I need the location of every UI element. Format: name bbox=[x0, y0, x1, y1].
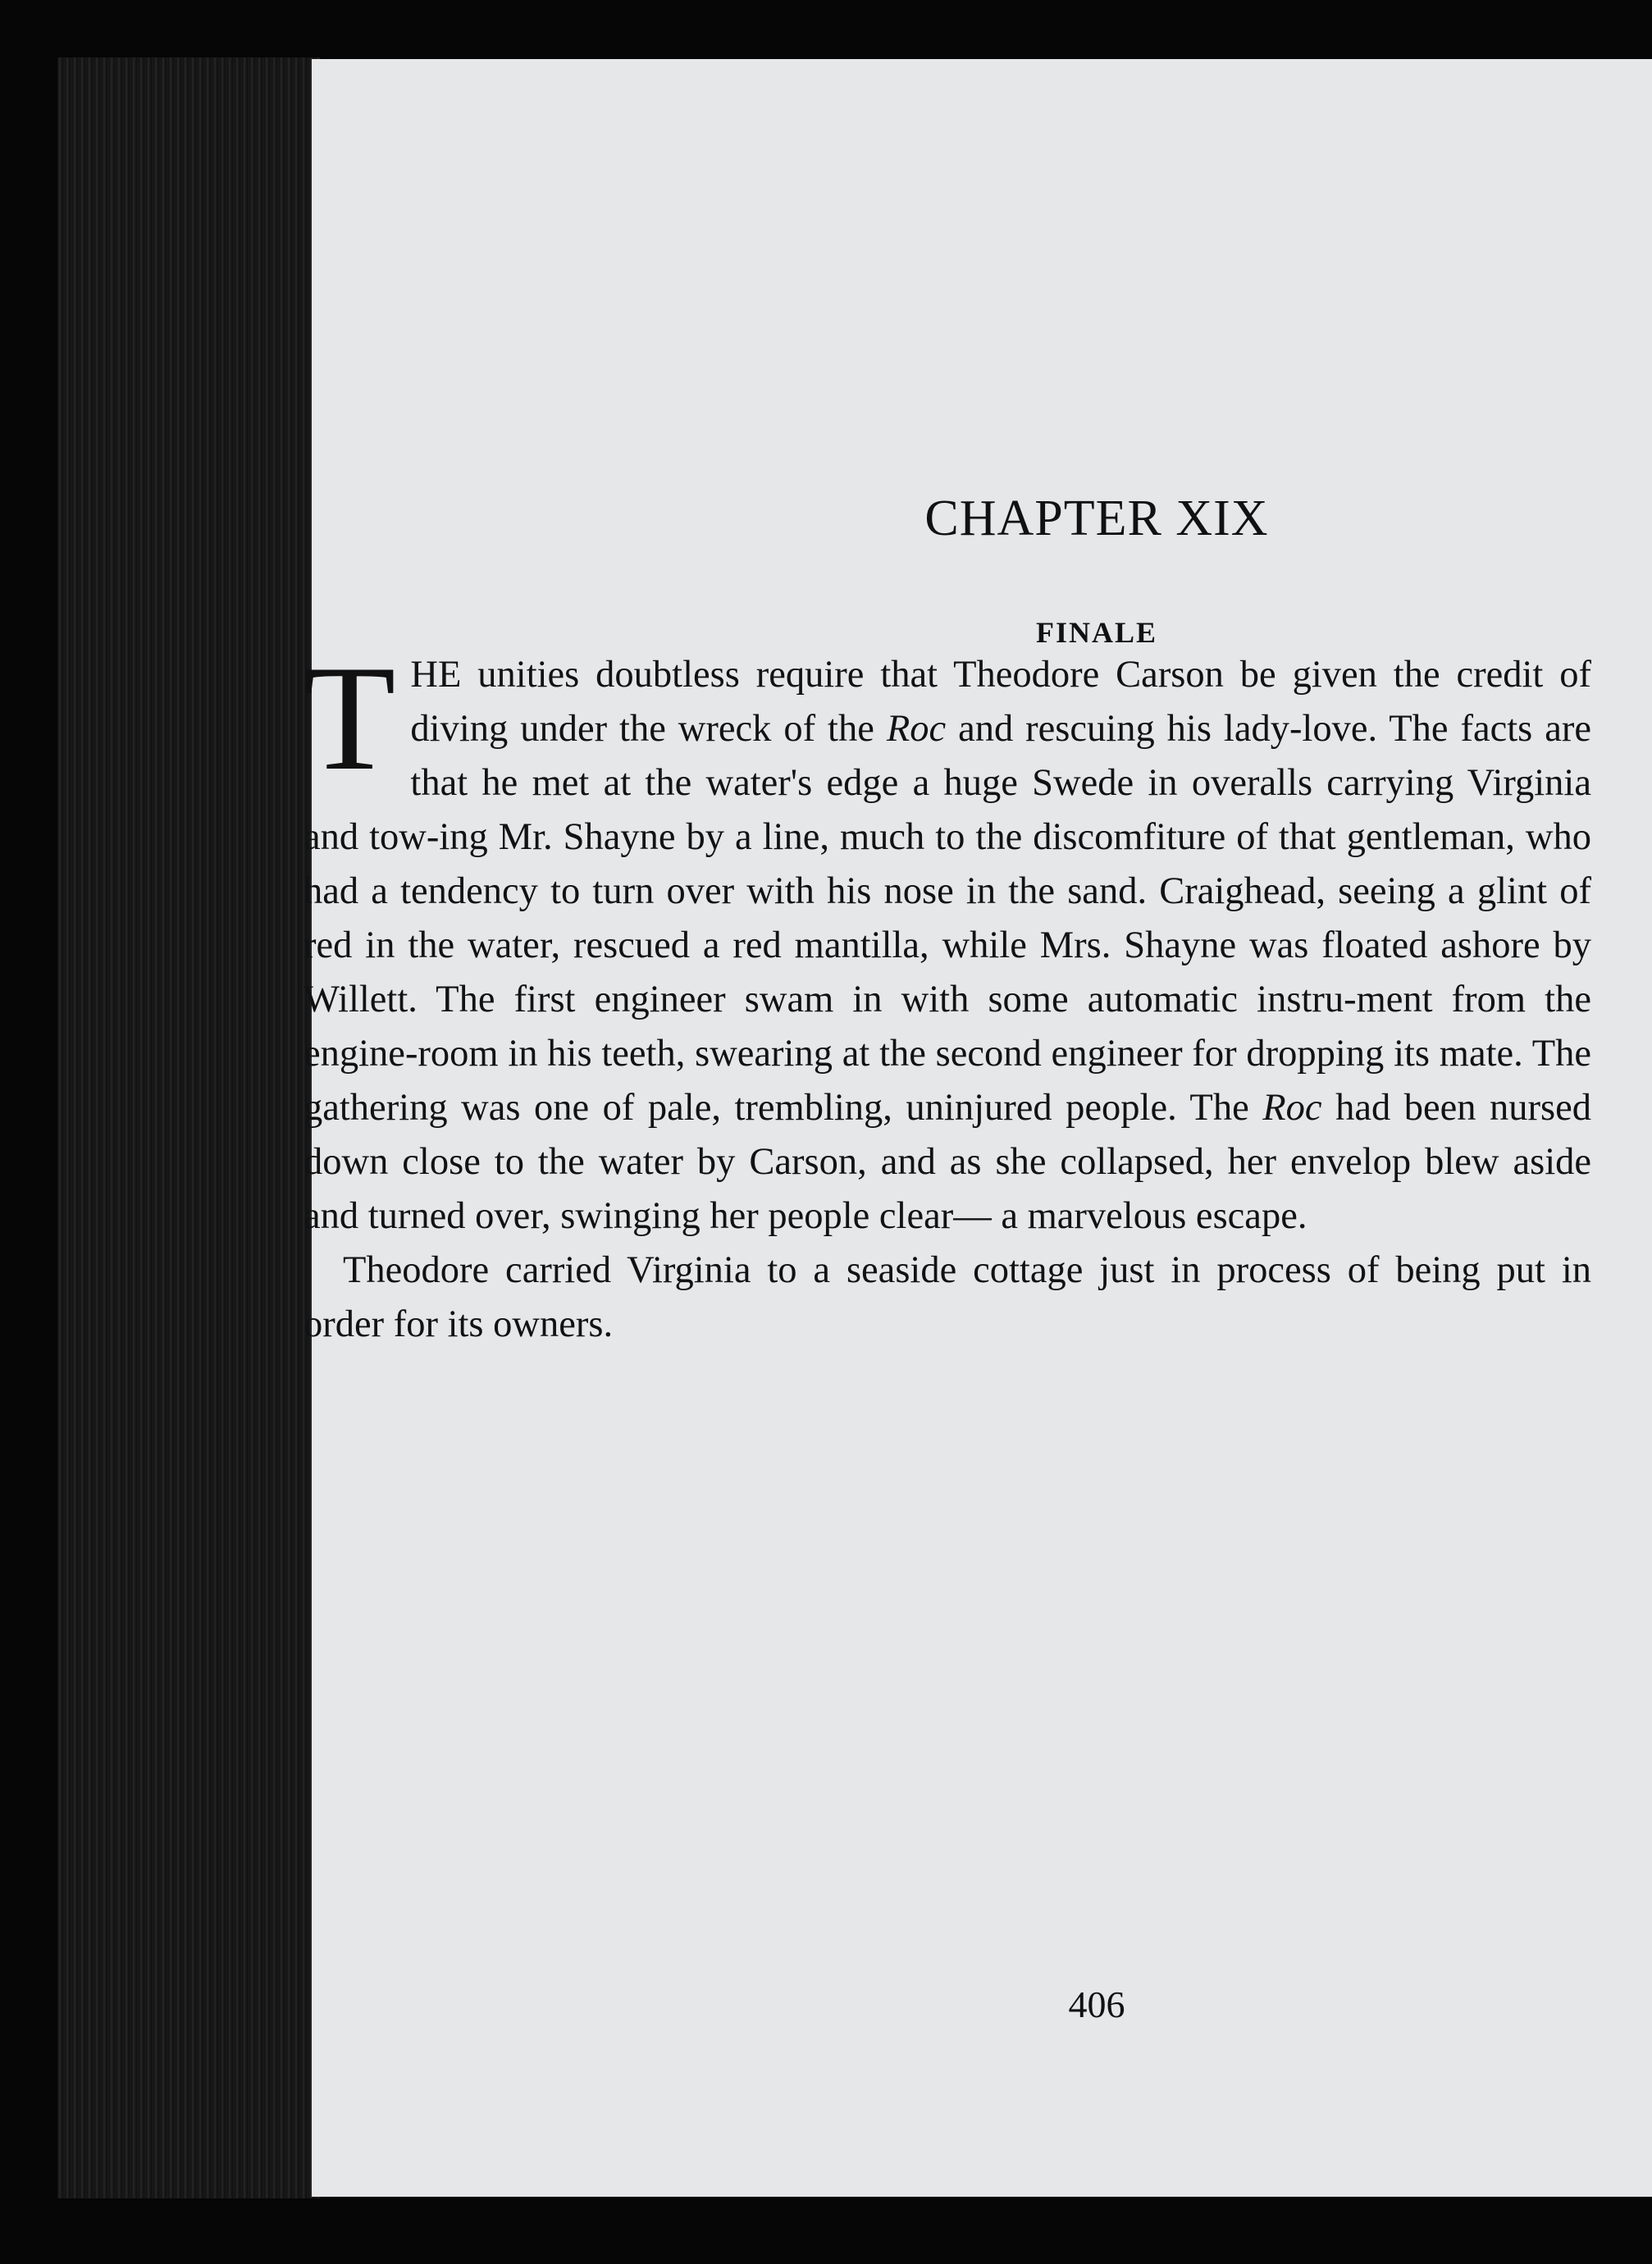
paragraph-text: HE unities doubtless require that Theodore Carson be given the credit of diving under the wreck of the bbox=[410, 654, 1591, 750]
ship-name: Roc bbox=[1262, 1087, 1322, 1129]
paragraph: Theodore carried Virginia to a seaside cottage just in process of being put in order for its owners. bbox=[303, 1249, 1591, 1345]
page-number: 406 bbox=[1068, 1983, 1125, 2025]
paragraph bbox=[303, 634, 1592, 1244]
drop-cap: T bbox=[303, 634, 396, 801]
chapter-body bbox=[303, 634, 1592, 1352]
book-page-edges bbox=[57, 57, 320, 2198]
chapter-subtitle: FINALE bbox=[1035, 616, 1158, 649]
ship-name: Roc bbox=[886, 708, 947, 750]
chapter-title: CHAPTER XIX bbox=[924, 491, 1269, 546]
paragraph-text: had been nursed down close to the water by Carson, and as she collapsed, her envelop blew aside and turned over, swinging her people clear— a marvelous escape. bbox=[303, 1087, 1592, 1237]
paragraph-text: and rescuing his lady-love. The facts are that he met at the water's edge a huge Swede in overalls carrying Virginia and tow-ing Mr. Shayne by a line, much to the discomfiture of that gentleman, who had a tendency to turn over with his nose in the sand. Craighead, seeing a glint of red in the water, rescued a red mantilla, while Mrs. Shayne was floated ashore by Willett. The first engineer swam in with some automatic instru-ment from the engine-room in his teeth, swearing at the second engineer for dropping its mate. The gathering was one of pale, trembling, uninjured people. The bbox=[303, 708, 1591, 1129]
